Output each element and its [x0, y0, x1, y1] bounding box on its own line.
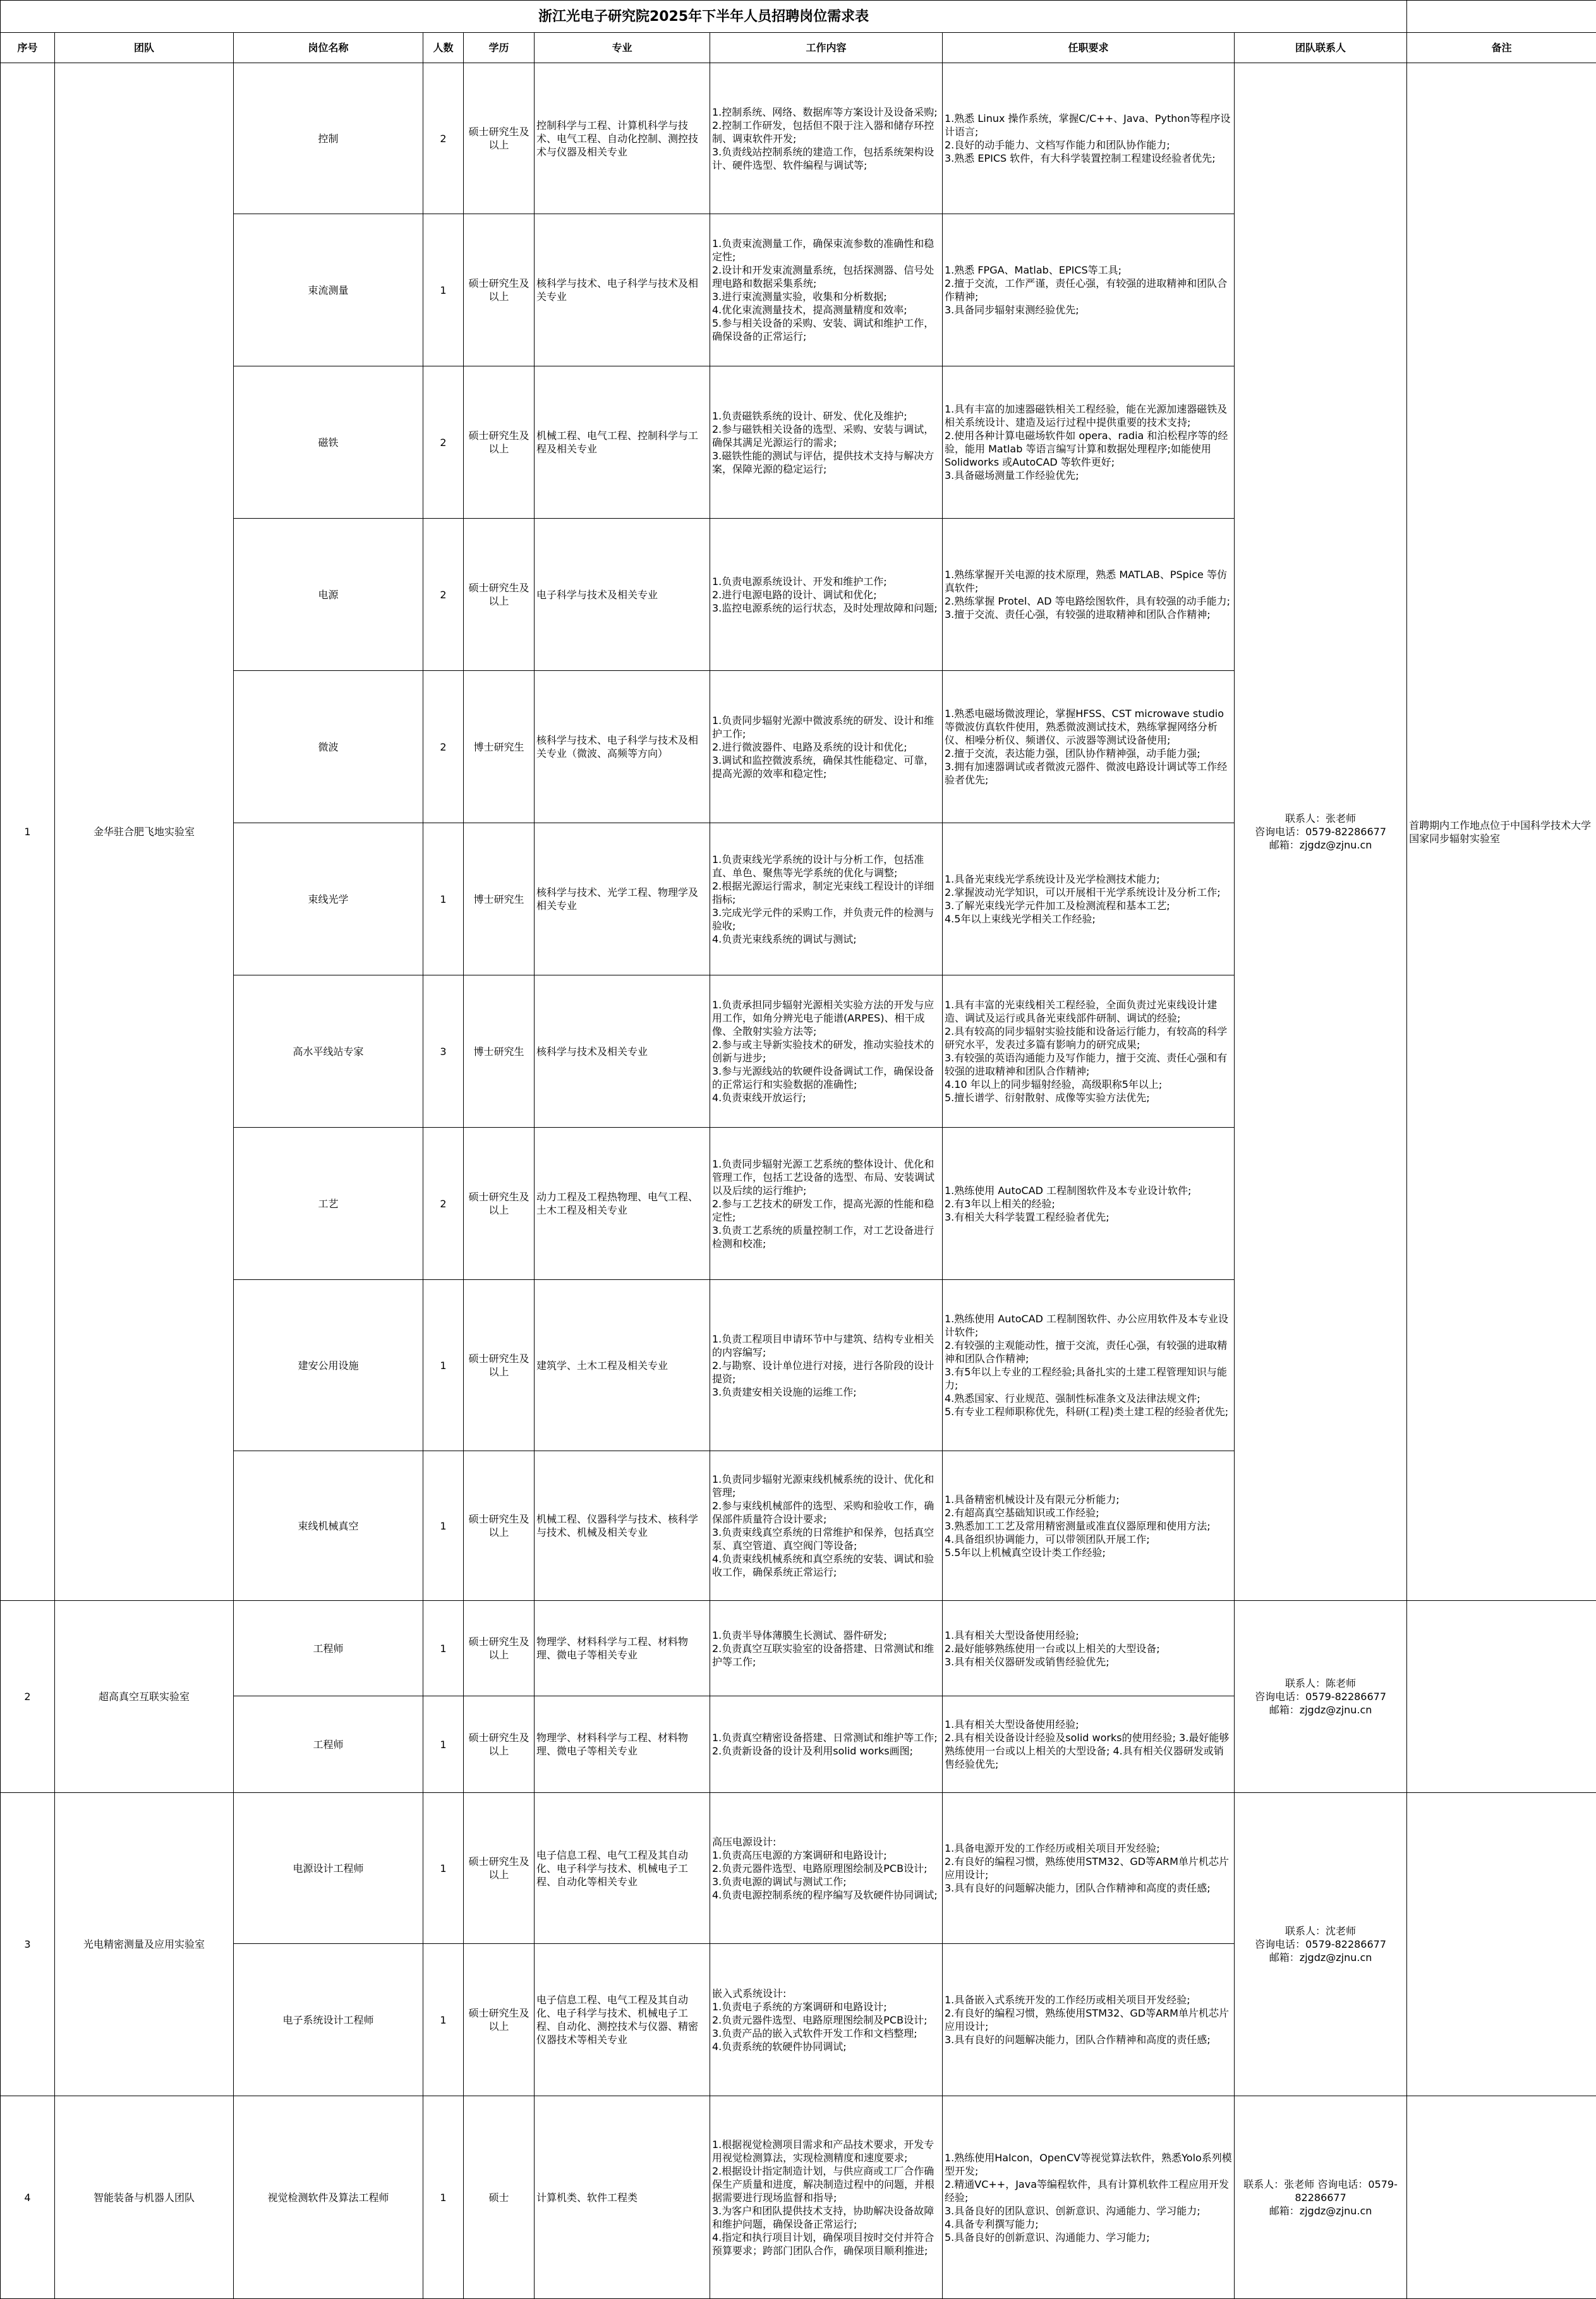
headcount-cell: 1	[423, 214, 464, 366]
position-name-cell: 电子系统设计工程师	[234, 1944, 423, 2096]
job-content-cell: 1.负责真空精密设备搭建、日常测试和维护等工作; 2.负责新设备的设计及利用solid works画图;	[710, 1696, 943, 1793]
job-content-cell: 1.负责工程项目申请环节中与建筑、结构专业相关的内容编写; 2.与勘察、设计单位进行对接，进行各阶段的设计提资; 3.负责建安相关设施的运维工作;	[710, 1280, 943, 1451]
job-content-cell: 嵌入式系统设计: 1.负责电子系统的方案调研和电路设计; 2.负责元器件选型、电路原理图绘制及PCB设计; 3.负责产品的嵌入式软件开发工作和文档整理; 4.负责系统的软硬件协同调试;	[710, 1944, 943, 2096]
major-cell: 物理学、材料科学与工程、材料物理、微电子等相关专业	[535, 1601, 710, 1696]
education-cell: 博士研究生	[464, 975, 535, 1128]
title-row	[1, 1, 1596, 33]
position-name-cell: 微波	[234, 671, 423, 823]
job-content-cell: 1.负责电源系统设计、开发和维护工作; 2.进行电源电路的设计、调试和优化; 3.监控电源系统的运行状态，及时处理故障和问题;	[710, 519, 943, 671]
requirements-cell: 1.具备精密机械设计及有限元分析能力; 2.有超高真空基础知识或工作经验; 3.熟悉加工工艺及常用精密测量或准直仪器原理和使用方法; 4.具备组织协调能力，可以带领团队开展工作; 5.5年以上机械真空设计类工作经验;	[943, 1451, 1235, 1601]
education-cell: 硕士研究生及以上	[464, 1696, 535, 1793]
position-name-cell: 电源	[234, 519, 423, 671]
job-content-cell: 1.负责同步辐射光源束线机械系统的设计、优化和管理; 2.参与束线机械部件的选型、采购和验收工作，确保部件质量符合设计要求; 3.负责束线真空系统的日常维护和保养，包括真空泵、真空管道、真空阀门等设备; 4.负责束线机械系统和真空系统的安装、调试和验收工作，确保系统正常运行;	[710, 1451, 943, 1601]
headcount-cell: 2	[423, 366, 464, 519]
major-cell: 机械工程、仪器科学与技术、核科学与技术、机械及相关专业	[535, 1451, 710, 1601]
team-cell: 光电精密测量及应用实验室	[55, 1793, 234, 2096]
job-content-cell: 1.负责同步辐射光源工艺系统的整体设计、优化和管理工作，包括工艺设备的选型、布局、安装调试以及后续的运行维护; 2.参与工艺技术的研发工作，提高光源的性能和稳定性; 3.负责工艺系统的质量控制工作，对工艺设备进行检测和校准;	[710, 1128, 943, 1280]
job-content-cell: 1.负责半导体薄膜生长测试、器件研发; 2.负责真空互联实验室的设备搭建、日常测试和维护等工作;	[710, 1601, 943, 1696]
requirements-cell: 1.具有丰富的加速器磁铁相关工程经验，能在光源加速器磁铁及相关系统设计、建造及运行过程中提供重要的技术支持; 2.使用各种计算电磁场软件如 opera、radia 和泊松程序等的经验，能用 Matlab 等语言编写计算和数据处理程序;如能使用 Solidworks 或AutoCAD 等软件更好; 3.具备磁场测量工作经验优先;	[943, 366, 1235, 519]
education-cell: 硕士研究生及以上	[464, 63, 535, 214]
requirements-cell: 1.具有相关大型设备使用经验; 2.最好能够熟练使用一台或以上相关的大型设备; 3.具有相关仪器研发或销售经验优先;	[943, 1601, 1235, 1696]
position-name-cell: 束线光学	[234, 823, 423, 975]
job-content-cell: 1.负责同步辐射光源中微波系统的研发、设计和维护工作; 2.进行微波器件、电路及系统的设计和优化; 3.调试和监控微波系统，确保其性能稳定、可靠，提高光源的效率和稳定性;	[710, 671, 943, 823]
requirements-cell: 1.具有丰富的光束线相关工程经验，全面负责过光束线设计建造、调试及运行或具备光束线部件研制、调试的经验; 2.具有较高的同步辐射实验技能和设备运行能力，有较高的科学研究水平，发表过多篇有影响力的研究成果; 3.有较强的英语沟通能力及写作能力，擅于交流、责任心强和有较强的进取精神和团队合作精神; 4.10 年以上的同步辐射经验，高级职称5年以上; 5.擅长谱学、衍射散射、成像等实验方法优先;	[943, 975, 1235, 1128]
team-cell: 智能装备与机器人团队	[55, 2096, 234, 2299]
requirements-cell: 1.具备电源开发的工作经历或相关项目开发经验; 2.有良好的编程习惯，熟练使用STM32、GD等ARM单片机芯片应用设计; 3.具有良好的问题解决能力，团队合作精神和高度的责任感;	[943, 1793, 1235, 1944]
headcount-cell: 1	[423, 2096, 464, 2299]
position-name-cell: 工艺	[234, 1128, 423, 1280]
major-cell: 核科学与技术、光学工程、物理学及相关专业	[535, 823, 710, 975]
requirements-cell: 1.熟悉 FPGA、Matlab、EPICS等工具; 2.擅于交流，工作严谨，责任心强，有较强的进取精神和团队合作精神; 3.具备同步辐射束测经验优先;	[943, 214, 1235, 366]
table-row	[1, 1793, 1596, 1944]
headcount-cell: 1	[423, 1280, 464, 1451]
position-name-cell: 束流测量	[234, 214, 423, 366]
education-cell: 硕士	[464, 2096, 535, 2299]
major-cell: 计算机类、软件工程类	[535, 2096, 710, 2299]
education-cell: 硕士研究生及以上	[464, 1793, 535, 1944]
major-cell: 物理学、材料科学与工程、材料物理、微电子等相关专业	[535, 1696, 710, 1793]
contact-cell: 联系人：陈老师 咨询电话：0579-82286677 邮箱：zjgdz@zjnu.cn	[1235, 1601, 1407, 1793]
header-cell: 工作内容	[710, 33, 943, 63]
education-cell: 硕士研究生及以上	[464, 1451, 535, 1601]
contact-cell: 联系人：张老师 咨询电话：0579-82286677 邮箱：zjgdz@zjnu.cn	[1235, 2096, 1407, 2299]
requirements-cell: 1.熟练掌握开关电源的技术原理，熟悉 MATLAB、PSpice 等仿真软件; 2.熟练掌握 Protel、AD 等电路绘图软件，具有较强的动手能力; 3.擅于交流、责任心强，有较强的进取精神和团队合作精神;	[943, 519, 1235, 671]
requirements-cell: 1.具备光束线光学系统设计及光学检测技术能力; 2.掌握波动光学知识，可以开展相干光学系统设计及分析工作; 3.了解光束线光学元件加工及检测流程和基本工艺; 4.5年以上束线光学相关工作经验;	[943, 823, 1235, 975]
requirements-cell: 1.熟练使用 AutoCAD 工程制图软件、办公应用软件及本专业设计软件; 2.有较强的主观能动性，擅于交流，责任心强，有较强的进取精神和团队合作精神; 3.有5年以上专业的工程经验;具备扎实的土建工程管理知识与能力; 4.熟悉国家、行业规范、强制性标准条文及法律法规文件; 5.有专业工程师职称优先，科研(工程)类土建工程的经验者优先;	[943, 1280, 1235, 1451]
team-cell: 金华驻合肥飞地实验室	[55, 63, 234, 1601]
major-cell: 核科学与技术及相关专业	[535, 975, 710, 1128]
header-cell: 团队	[55, 33, 234, 63]
position-name-cell: 建安公用设施	[234, 1280, 423, 1451]
position-name-cell: 高水平线站专家	[234, 975, 423, 1128]
education-cell: 硕士研究生及以上	[464, 1128, 535, 1280]
team-cell: 超高真空互联实验室	[55, 1601, 234, 1793]
position-name-cell: 工程师	[234, 1601, 423, 1696]
table-row	[1, 63, 1596, 214]
education-cell: 硕士研究生及以上	[464, 519, 535, 671]
seq-cell: 3	[1, 1793, 55, 2096]
requirements-cell: 1.熟练使用Halcon，OpenCV等视觉算法软件，熟悉Yolo系列模型开发; 2.精通VC++，Java等编程软件，具有计算机软件工程应用开发经验; 3.具备良好的团队意识、创新意识、沟通能力、学习能力; 4.具备专利撰写能力; 5.具备良好的创新意识、沟通能力、学习能力;	[943, 2096, 1235, 2299]
headcount-cell: 1	[423, 1601, 464, 1696]
requirements-cell: 1.熟悉电磁场微波理论，掌握HFSS、CST microwave studio等微波仿真软件使用，熟悉微波测试技术，熟练掌握网络分析仪、相噪分析仪、频谱仪、示波器等测试设备使用; 2.擅于交流，表达能力强，团队协作精神强，动手能力强; 3.拥有加速器调试或者微波元器件、微波电路设计调试等工作经验者优先;	[943, 671, 1235, 823]
header-cell: 岗位名称	[234, 33, 423, 63]
job-content-cell: 1.负责磁铁系统的设计、研发、优化及维护; 2.参与磁铁相关设备的选型、采购、安装与调试，确保其满足光源运行的需求; 3.磁铁性能的测试与评估，提供技术支持与解决方案，保障光源的稳定运行;	[710, 366, 943, 519]
headcount-cell: 1	[423, 1944, 464, 2096]
headcount-cell: 1	[423, 1793, 464, 1944]
note-cell	[1407, 1601, 1596, 1793]
position-name-cell: 磁铁	[234, 366, 423, 519]
note-cell	[1407, 1793, 1596, 2096]
note-cell	[1407, 2096, 1596, 2299]
position-name-cell: 控制	[234, 63, 423, 214]
requirements-cell: 1.具备嵌入式系统开发的工作经历或相关项目开发经验; 2.有良好的编程习惯，熟练使用STM32、GD等ARM单片机芯片应用设计; 3.具有良好的问题解决能力，团队合作精神和高度的责任感;	[943, 1944, 1235, 2096]
major-cell: 建筑学、土木工程及相关专业	[535, 1280, 710, 1451]
education-cell: 硕士研究生及以上	[464, 1944, 535, 2096]
seq-cell: 1	[1, 63, 55, 1601]
requirements-cell: 1.熟悉 Linux 操作系统，掌握C/C++、Java、Python等程序设计语言; 2.良好的动手能力、文档写作能力和团队协作能力; 3.熟悉 EPICS 软件，有大科学装置控制工程建设经验者优先;	[943, 63, 1235, 214]
table-row	[1, 1601, 1596, 1696]
header-cell: 团队联系人	[1235, 33, 1407, 63]
major-cell: 核科学与技术、电子科学与技术及相关专业	[535, 214, 710, 366]
table-row	[1, 2096, 1596, 2299]
header-cell: 备注	[1407, 33, 1596, 63]
header-cell: 专业	[535, 33, 710, 63]
position-name-cell: 视觉检测软件及算法工程师	[234, 2096, 423, 2299]
major-cell: 电子信息工程、电气工程及其自动化、电子科学与技术、机械电子工程、自动化等相关专业	[535, 1793, 710, 1944]
job-content-cell: 1.负责束流测量工作，确保束流参数的准确性和稳定性; 2.设计和开发束流测量系统，包括探测器、信号处理电路和数据采集系统; 3.进行束流测量实验，收集和分析数据; 4.优化束流测量技术，提高测量精度和效率; 5.参与相关设备的采购、安装、调试和维护工作，确保设备的正常运行;	[710, 214, 943, 366]
job-content-cell: 高压电源设计: 1.负责高压电源的方案调研和电路设计; 2.负责元器件选型、电路原理图绘制及PCB设计; 3.负责电源的调试与测试工作; 4.负责电源控制系统的程序编写及软硬件协同调试;	[710, 1793, 943, 1944]
title-blank-cell	[1407, 1, 1596, 33]
headcount-cell: 2	[423, 63, 464, 214]
headcount-cell: 1	[423, 1696, 464, 1793]
seq-cell: 4	[1, 2096, 55, 2299]
seq-cell: 2	[1, 1601, 55, 1793]
major-cell: 控制科学与工程、计算机科学与技术、电气工程、自动化控制、测控技术与仪器及相关专业	[535, 63, 710, 214]
job-content-cell: 1.控制系统、网络、数据库等方案设计及设备采购; 2.控制工作研发，包括但不限于注入器和储存环控制、调束软件开发; 3.负责线站控制系统的建造工作，包括系统架构设计、硬件选型、软件编程与调试等;	[710, 63, 943, 214]
education-cell: 博士研究生	[464, 671, 535, 823]
education-cell: 硕士研究生及以上	[464, 214, 535, 366]
major-cell: 电子科学与技术及相关专业	[535, 519, 710, 671]
headcount-cell: 3	[423, 975, 464, 1128]
header-row	[1, 33, 1596, 63]
header-cell: 序号	[1, 33, 55, 63]
education-cell: 硕士研究生及以上	[464, 1601, 535, 1696]
major-cell: 动力工程及工程热物理、电气工程、土木工程及相关专业	[535, 1128, 710, 1280]
headcount-cell: 1	[423, 1451, 464, 1601]
headcount-cell: 2	[423, 671, 464, 823]
job-content-cell: 1.负责承担同步辐射光源相关实验方法的开发与应用工作，如角分辨光电子能谱(ARPES)、相干成像、全散射实验方法等; 2.参与或主导新实验技术的研发，推动实验技术的创新与进步; 3.参与光源线站的软硬件设备调试工作，确保设备的正常运行和实验数据的准确性; 4.负责束线开放运行;	[710, 975, 943, 1128]
position-name-cell: 工程师	[234, 1696, 423, 1793]
page-title: 浙江光电子研究院2025年下半年人员招聘岗位需求表	[1, 1, 1407, 33]
header-cell: 学历	[464, 33, 535, 63]
education-cell: 硕士研究生及以上	[464, 1280, 535, 1451]
major-cell: 核科学与技术、电子科学与技术及相关专业（微波、高频等方向）	[535, 671, 710, 823]
header-cell: 任职要求	[943, 33, 1235, 63]
job-content-cell: 1.根据视觉检测项目需求和产品技术要求，开发专用视觉检测算法，实现检测精度和速度要求; 2.根据设计指定制造计划，与供应商或工厂合作确保生产质量和进度，解决制造过程中的问题，并根据需要进行现场监督和指导; 3.为客户和团队提供技术支持，协助解决设备故障和维护问题，确保设备正常运行; 4.指定和执行项目计划，确保项目按时交付并符合预算要求；跨部门团队合作，确保项目顺利推进;	[710, 2096, 943, 2299]
major-cell: 机械工程、电气工程、控制科学与工程及相关专业	[535, 366, 710, 519]
requirements-cell: 1.具有相关大型设备使用经验; 2.具有相关设备设计经验及solid works的使用经验; 3.最好能够熟练使用一台或以上相关的大型设备; 4.具有相关仪器研发或销售经验优先;	[943, 1696, 1235, 1793]
position-name-cell: 电源设计工程师	[234, 1793, 423, 1944]
header-cell: 人数	[423, 33, 464, 63]
contact-cell: 联系人：张老师 咨询电话：0579-82286677 邮箱：zjgdz@zjnu.cn	[1235, 63, 1407, 1601]
contact-cell: 联系人：沈老师 咨询电话：0579-82286677 邮箱：zjgdz@zjnu.cn	[1235, 1793, 1407, 2096]
note-cell: 首聘期内工作地点位于中国科学技术大学国家同步辐射实验室	[1407, 63, 1596, 1601]
headcount-cell: 2	[423, 519, 464, 671]
education-cell: 硕士研究生及以上	[464, 366, 535, 519]
job-content-cell: 1.负责束线光学系统的设计与分析工作，包括准直、单色、聚焦等光学系统的优化与调整; 2.根据光源运行需求，制定光束线工程设计的详细指标; 3.完成光学元件的采购工作，并负责元件的检测与验收; 4.负责光束线系统的调试与测试;	[710, 823, 943, 975]
headcount-cell: 2	[423, 1128, 464, 1280]
major-cell: 电子信息工程、电气工程及其自动化、电子科学与技术、机械电子工程、自动化、测控技术与仪器、精密仪器技术等相关专业	[535, 1944, 710, 2096]
headcount-cell: 1	[423, 823, 464, 975]
requirements-cell: 1.熟练使用 AutoCAD 工程制图软件及本专业设计软件; 2.有3年以上相关的经验; 3.有相关大科学装置工程经验者优先;	[943, 1128, 1235, 1280]
education-cell: 博士研究生	[464, 823, 535, 975]
position-name-cell: 束线机械真空	[234, 1451, 423, 1601]
